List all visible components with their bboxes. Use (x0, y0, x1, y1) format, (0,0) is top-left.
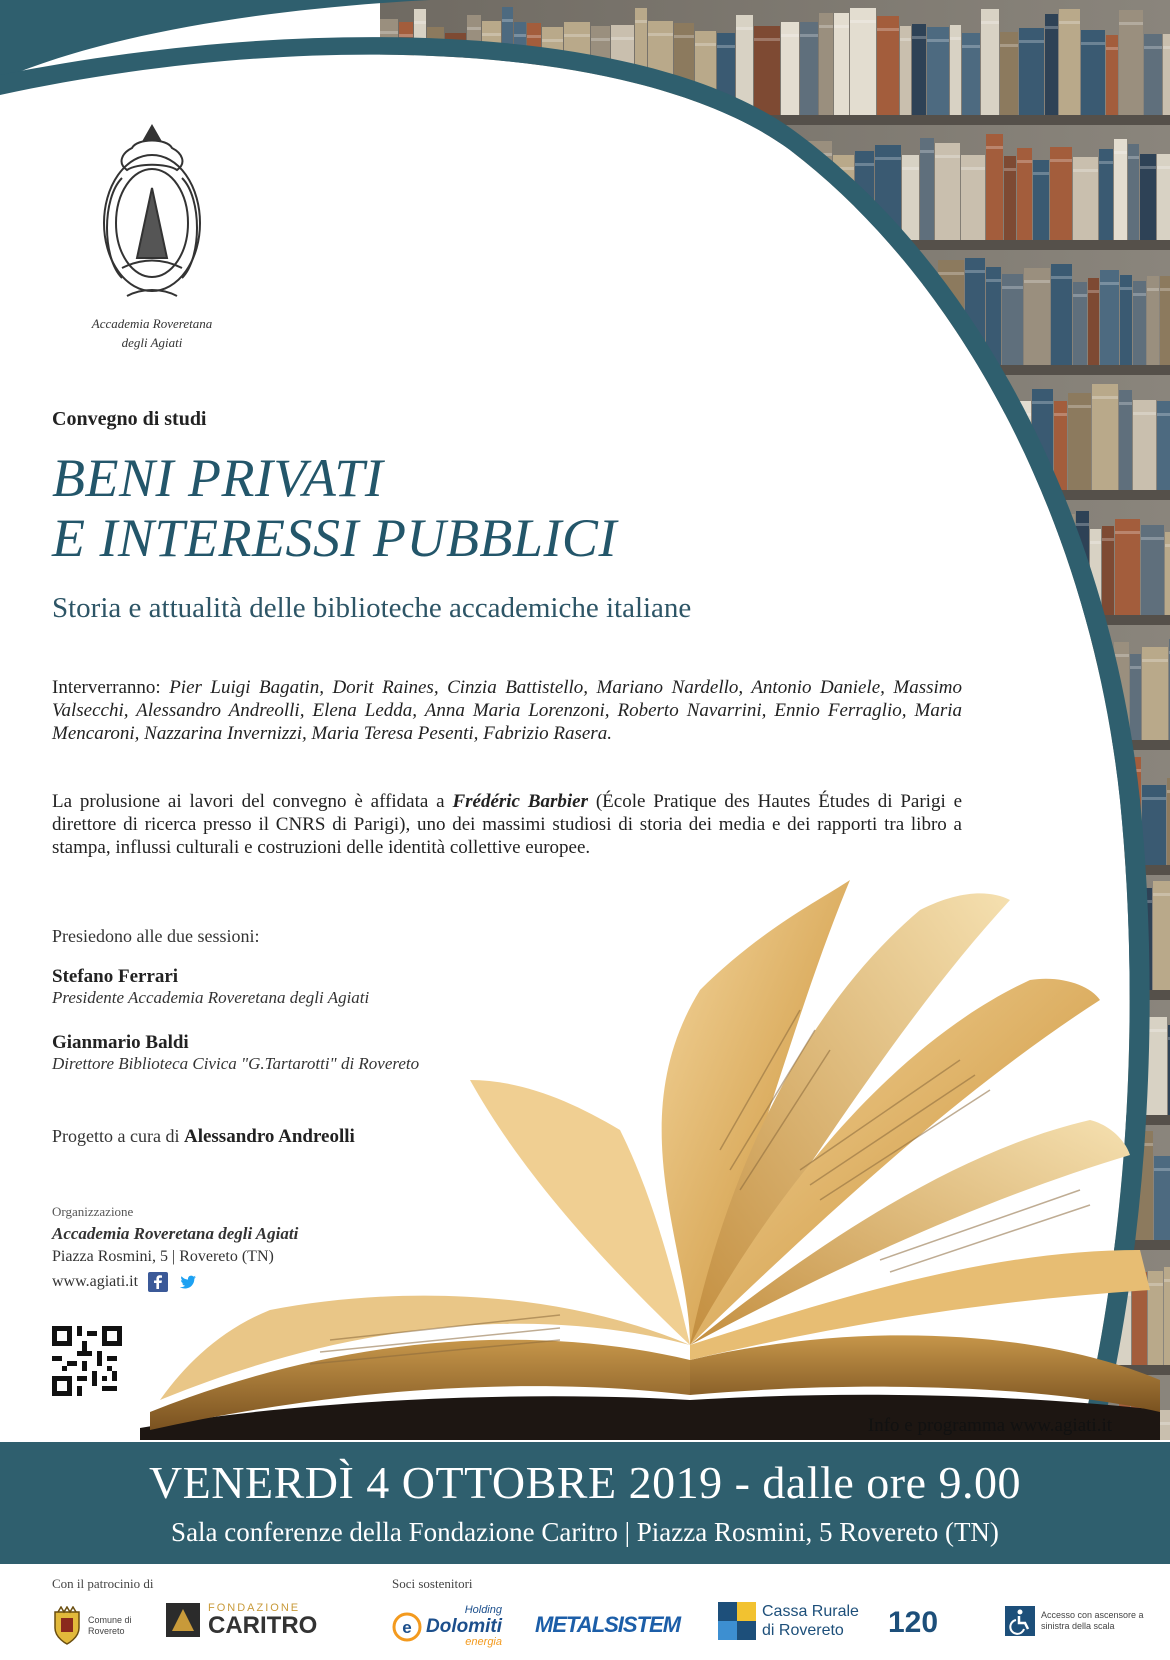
municipal-crest-icon (52, 1606, 82, 1646)
project-credit (52, 1126, 355, 1148)
caritro-main: CARITRO (208, 1612, 318, 1639)
caritro-logo (166, 1602, 317, 1638)
speakers-names: Pier Luigi Bagatin, Dorit Raines, Cinzia Battistello, Mariano Nardello, Antonio Daniele, Massimo Valsecchi, Alessandro Andreolli, Elena Ledda, Anna Maria Lorenzoni, Roberto Navarrini, Ennio Ferraglio, Maria Mencaroni, Nazzarina Invernizzi, Maria Teresa Pesenti, Fabrizio Rasera. (52, 677, 963, 744)
organization-block (52, 1204, 298, 1292)
academy-logo-caption: Accademia Roveretana degli Agiati (91, 316, 213, 350)
anniversary-logo (888, 1606, 938, 1640)
caritro-mark-icon (166, 1603, 200, 1637)
accessibility-note (1005, 1606, 1161, 1636)
organization-website[interactable]: www.agiati.it (52, 1273, 139, 1290)
session-chair (52, 1032, 419, 1074)
info-website[interactable]: Info e programma www.agiati.it (867, 1415, 1112, 1436)
speakers-paragraph (52, 676, 962, 745)
supporters-label: Soci sostenitori (392, 1576, 473, 1591)
accessibility-text: Accesso con ascensore a sinistra della scala (1041, 1610, 1144, 1631)
organization-address: Piazza Rosmini, 5 | Rovereto (TN) (52, 1248, 274, 1265)
project-label: Progetto a cura di (52, 1126, 180, 1146)
patronage-label: Con il patrocinio di (52, 1576, 154, 1591)
project-curator: Alessandro Andreolli (183, 1126, 355, 1147)
prolusion-text-before: La prolusione ai lavori del convegno è affidata a (52, 791, 445, 812)
organization-name: Accademia Roveretana degli Agiati (52, 1224, 299, 1243)
event-title (52, 448, 617, 568)
chair-name: Gianmario Baldi (52, 1032, 189, 1053)
academy-crest-icon (92, 118, 212, 308)
event-kicker: Convegno di studi (52, 408, 207, 430)
energy-e-icon (392, 1612, 422, 1642)
prolusion-paragraph (52, 790, 962, 859)
chair-name: Stefano Ferrari (52, 966, 179, 987)
wheelchair-icon (1005, 1606, 1035, 1636)
event-title-line-1: BENI PRIVATI (52, 448, 384, 508)
svg-text:e: e (402, 1617, 412, 1637)
holding-main: Dolomiti (426, 1616, 502, 1637)
comune-name: Comune di Rovereto (88, 1615, 132, 1636)
event-date: VENERDÌ 4 OTTOBRE 2019 - dalle ore 9.00 (148, 1457, 1022, 1508)
comune-logo (52, 1606, 132, 1646)
holding-top: Holding (464, 1604, 502, 1616)
event-subtitle: Storia e attualità delle biblioteche accademiche italiane (52, 592, 692, 624)
metalsistem-logo (535, 1612, 680, 1638)
prolusion-speaker-name: Frédéric Barbier (452, 791, 589, 812)
cassa-line-2: di Rovereto (762, 1622, 844, 1639)
academy-logo (72, 118, 232, 352)
cassa-line-1: Cassa Rurale (762, 1603, 859, 1620)
organization-label: Organizzazione (52, 1204, 134, 1219)
cassa-rurale-logo (718, 1602, 859, 1640)
facebook-icon[interactable] (148, 1272, 168, 1292)
prolusion-text-after: (École Pratique des Hautes Études di Parigi e direttore di ricerca presso il CNRS di Parigi), uno dei massimi studiosi di storia dei media e dei rapporti tra libro a stampa, influssi culturali e costruzioni delle identità collettive europee. (52, 791, 963, 858)
event-title-line-2: E INTERESSI PUBBLICI (52, 508, 617, 568)
speakers-label: Interverranno: (52, 677, 161, 698)
twitter-icon[interactable] (178, 1272, 198, 1292)
metalsistem-name: METALSISTEM (535, 1612, 681, 1637)
session-chair (52, 966, 369, 1008)
cassa-rurale-mark-icon (718, 1602, 756, 1640)
chair-role: Direttore Biblioteca Civica "G.Tartarotti" di Rovereto (52, 1054, 420, 1073)
anniversary-number: 120 (888, 1606, 939, 1639)
holding-sub: energia (465, 1636, 502, 1648)
chair-role: Presidente Accademia Roveretana degli Agiati (52, 988, 370, 1007)
qr-code-icon[interactable] (52, 1326, 122, 1396)
date-banner (0, 1442, 1170, 1564)
sponsor-footer (0, 1568, 1170, 1660)
sessions-label: Presiedono alle due sessioni: (52, 926, 260, 946)
dolomiti-energia-logo (392, 1604, 502, 1649)
caritro-top: FONDAZIONE (208, 1602, 301, 1614)
event-venue: Sala conferenze della Fondazione Caritro | Piazza Rosmini, 5 Rovereto (TN) (171, 1517, 999, 1547)
